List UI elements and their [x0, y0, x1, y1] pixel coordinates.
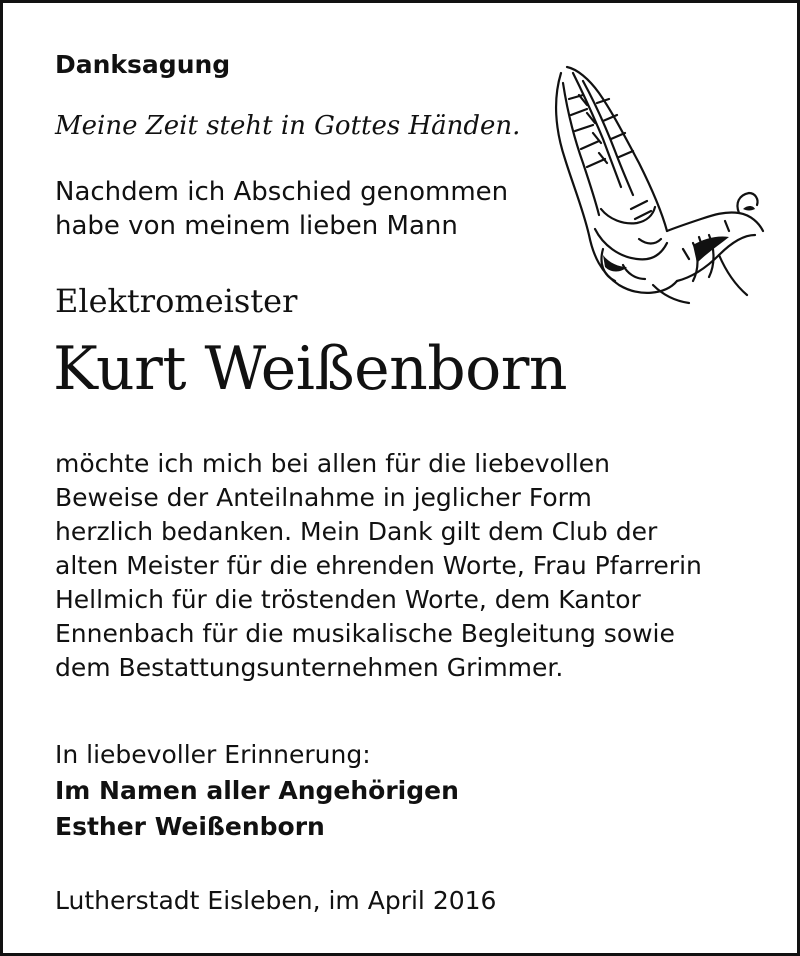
signature-name: Esther Weißenborn — [55, 812, 325, 841]
paragraph-line: Beweise der Anteilnahme in jeglicher Form — [55, 483, 592, 512]
thanks-paragraph — [55, 447, 702, 685]
praying-hands-icon — [543, 59, 767, 307]
closing-line: In liebevoller Erinnerung: — [55, 740, 371, 769]
signature-line: Im Namen aller Angehörigen — [55, 776, 459, 805]
deceased-name: Kurt Weißenborn — [53, 334, 568, 404]
deceased-title: Elektromeister — [55, 282, 298, 320]
paragraph-line: alten Meister für die ehrenden Worte, Frau Pfarrerin — [55, 551, 702, 580]
motto-line: Meine Zeit steht in Gottes Händen. — [55, 111, 521, 141]
signature-block — [55, 773, 459, 845]
paragraph-line: möchte ich mich bei allen für die liebevollen — [55, 449, 610, 478]
notice-heading: Danksagung — [55, 50, 231, 79]
intro-line: Nachdem ich Abschied genommen — [55, 177, 509, 207]
paragraph-line: dem Bestattungsunternehmen Grimmer. — [55, 653, 564, 682]
paragraph-line: Ennenbach für die musikalische Begleitung sowie — [55, 619, 675, 648]
paragraph-line: herzlich bedanken. Mein Dank gilt dem Club der — [55, 517, 658, 546]
paragraph-line: Hellmich für die tröstenden Worte, dem Kantor — [55, 585, 641, 614]
intro-line: habe von meinem lieben Mann — [55, 211, 458, 241]
place-date: Lutherstadt Eisleben, im April 2016 — [55, 886, 497, 915]
intro-text — [55, 175, 508, 243]
